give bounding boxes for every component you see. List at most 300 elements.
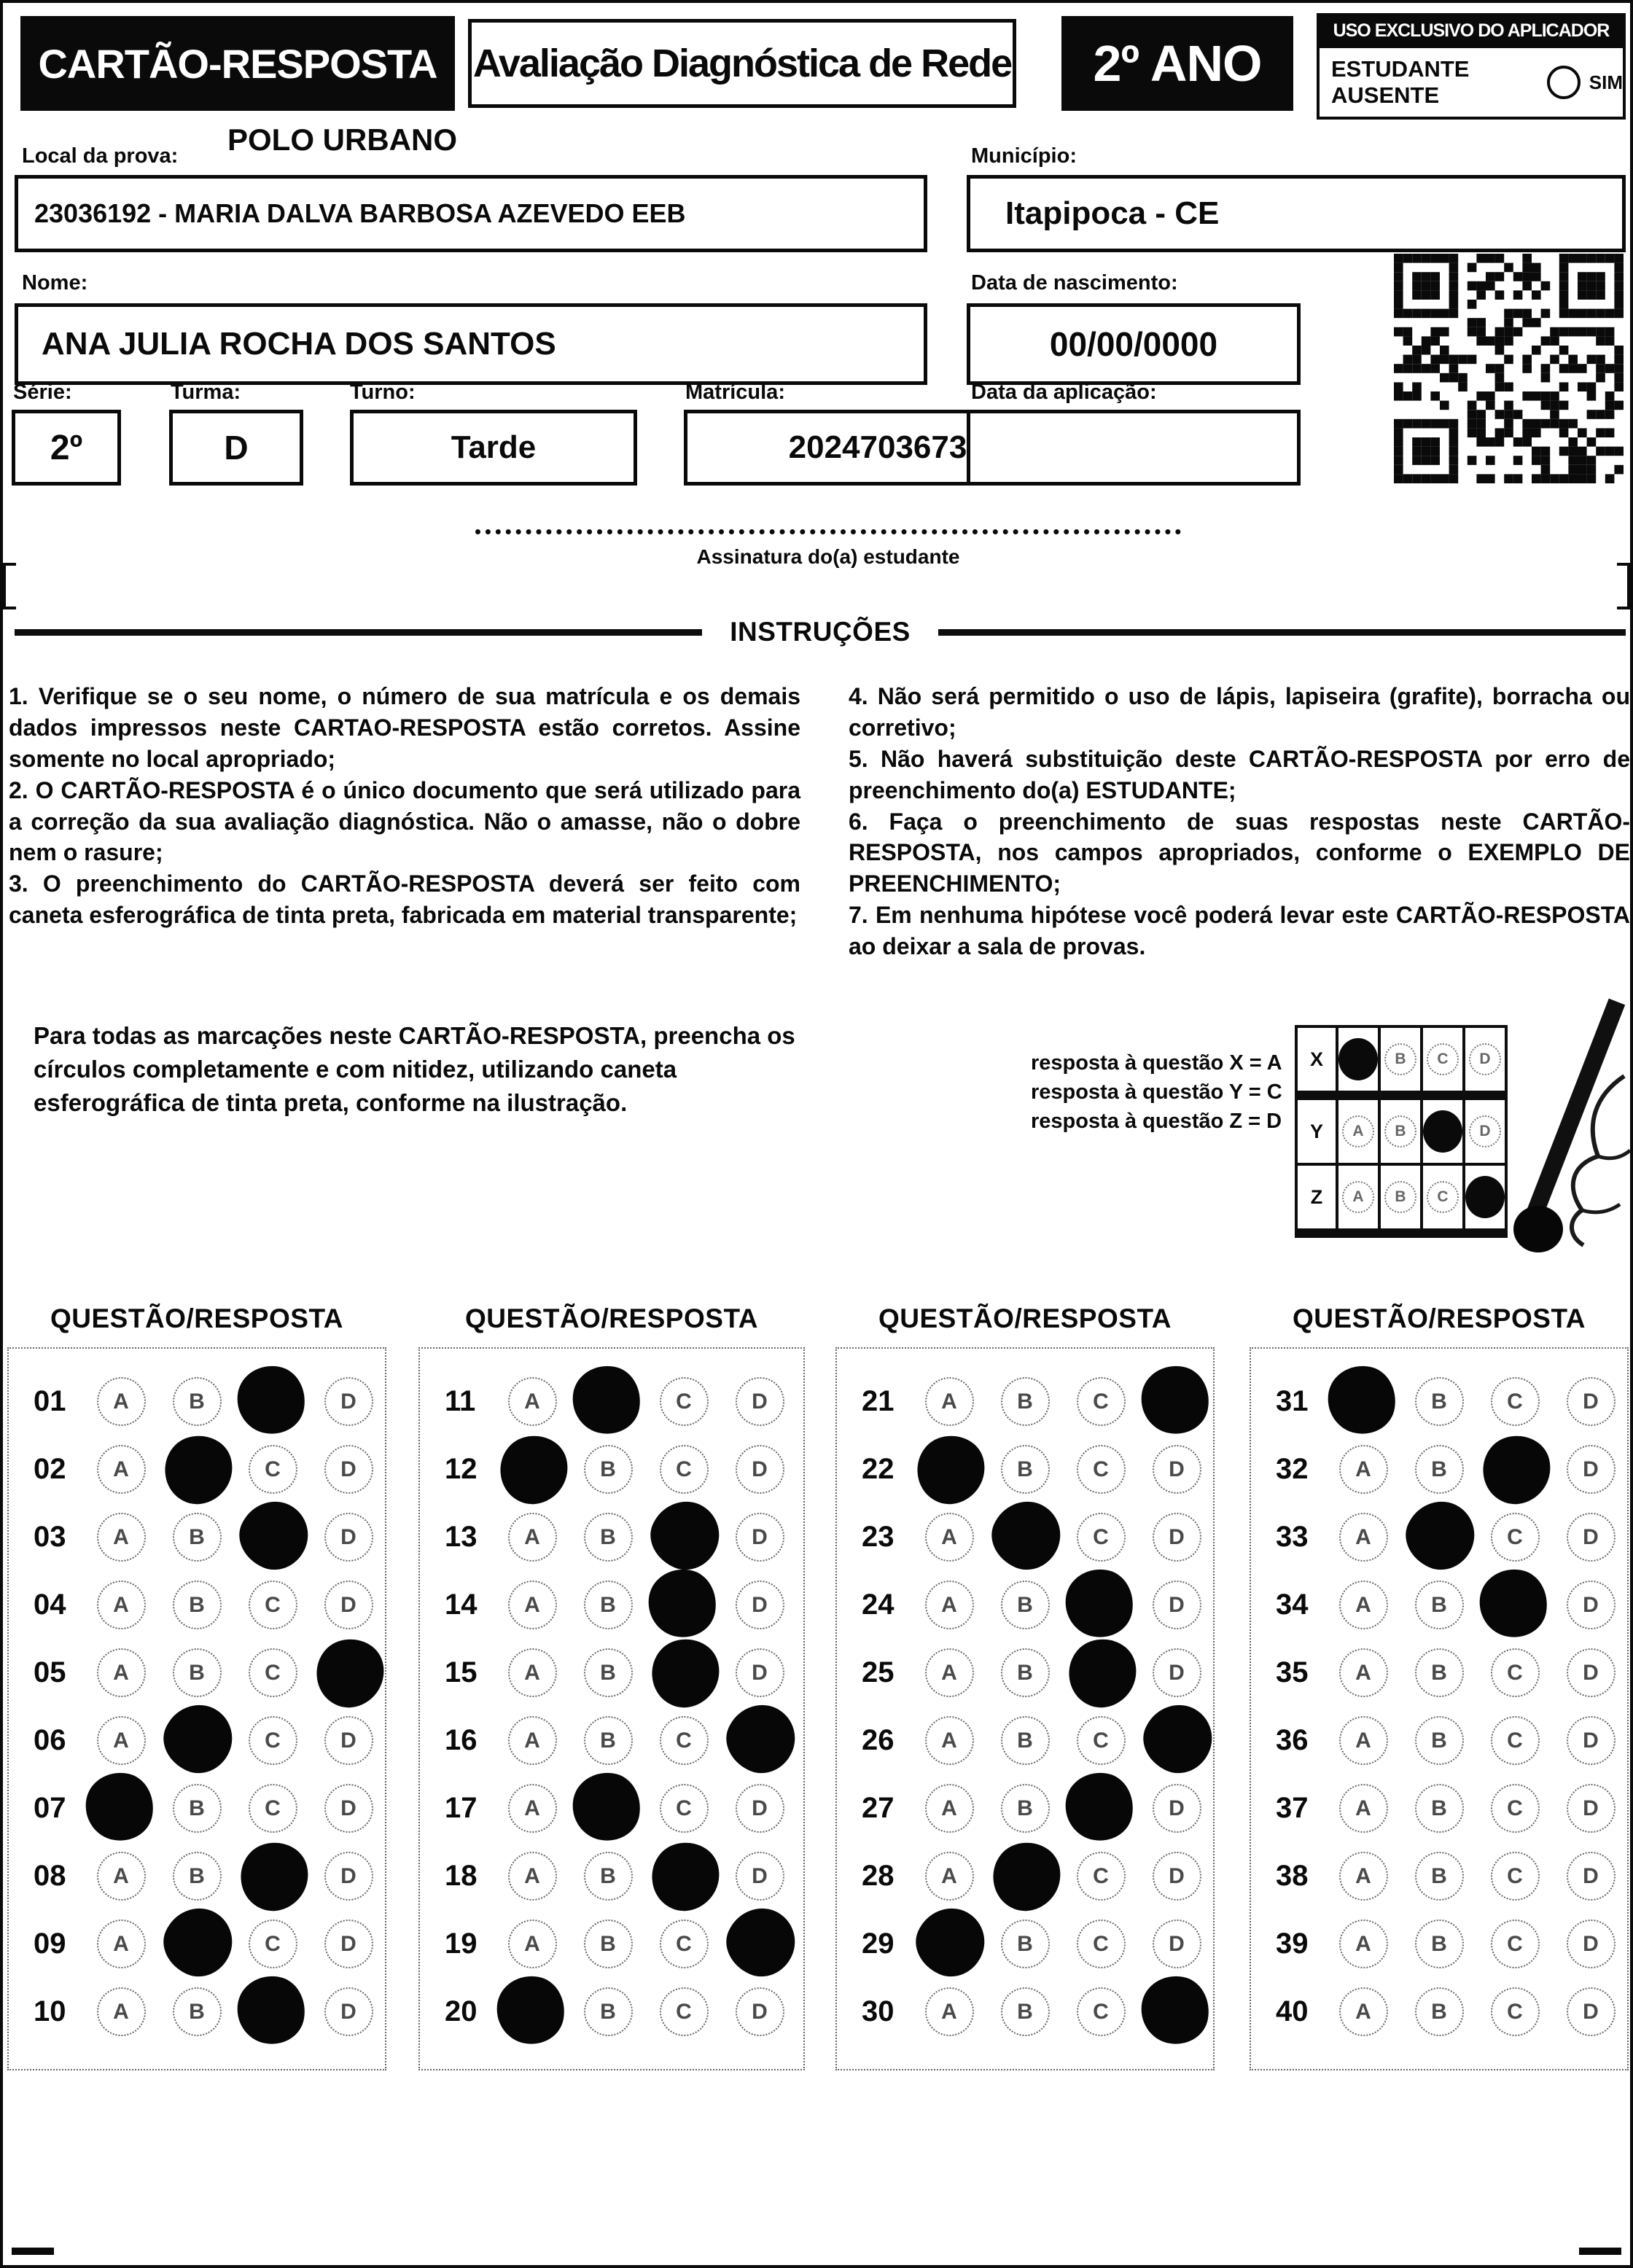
bubble-option-c[interactable]: C (1077, 1445, 1126, 1494)
matricula-label: Matrícula: (685, 381, 785, 404)
panel-title-4: QUESTÃO/RESPOSTA (1292, 1303, 1586, 1333)
turma-label: Turma: (171, 381, 241, 404)
bubble-option-a[interactable]: A (1339, 1581, 1388, 1629)
bubble-option-a[interactable]: A (97, 1648, 146, 1697)
bubble-option-c[interactable]: C (660, 1784, 709, 1833)
bubble-option-c[interactable]: C (660, 1377, 709, 1426)
question-number: 26 (862, 1724, 895, 1756)
bubble-option-d[interactable]: D (1153, 1648, 1201, 1697)
panel-title-3: QUESTÃO/RESPOSTA (878, 1303, 1172, 1333)
bubble-option-d[interactable] (309, 1632, 391, 1715)
bubble-option-d[interactable]: D (1153, 1513, 1201, 1562)
bubble-option-b[interactable]: B (1001, 1716, 1050, 1765)
example-cell (1336, 1100, 1378, 1163)
bubble-option-b[interactable]: B (173, 1513, 222, 1562)
bubble-option-c[interactable] (232, 1971, 311, 2049)
bubble-option-b[interactable]: B (584, 1581, 633, 1629)
bubble-option-b[interactable]: B (1415, 1920, 1464, 1968)
bubble-option-a[interactable]: A (97, 1377, 146, 1426)
bubble-option-a[interactable] (80, 1767, 159, 1846)
bubble-option-d[interactable]: D (324, 1852, 373, 1901)
example-row-label: Z (1310, 1185, 1323, 1208)
bubble-option-d[interactable]: D (324, 1581, 373, 1629)
municipio-label: Município: (971, 144, 1077, 168)
instruction-item: 5. Não haverá substituição deste CARTÃO-RESPOSTA por erro de preenchimento do(a) ESTUDANTE; (849, 745, 1630, 803)
bubble-option-c[interactable]: C (660, 1987, 709, 2036)
municipio-value: Itapipoca - CE (1005, 195, 1220, 231)
signature-label: Assinatura do(a) estudante (696, 545, 960, 568)
bubble-option-a[interactable]: A (97, 1987, 146, 2036)
example-bubble-b: B (1384, 1181, 1416, 1213)
aplicacao-box[interactable] (967, 410, 1301, 486)
bubble-option-c[interactable] (644, 1632, 727, 1715)
bubble-option-c[interactable]: C (1491, 1513, 1540, 1562)
turno-label: Turno: (350, 381, 416, 404)
question-number: 11 (445, 1385, 476, 1417)
bubble-option-b[interactable]: B (1001, 1581, 1050, 1629)
panel-title-1: QUESTÃO/RESPOSTA (50, 1303, 344, 1333)
bubble-option-b[interactable] (1395, 1490, 1485, 1580)
bubble-option-d[interactable]: D (736, 1648, 784, 1697)
bubble-option-c[interactable]: C (1077, 1377, 1126, 1426)
bubble-option-a[interactable]: A (97, 1581, 146, 1629)
hand-pen-illustration (1443, 989, 1633, 1266)
bubble-option-b[interactable]: B (584, 1648, 633, 1697)
bubble-option-c[interactable]: C (1491, 1920, 1540, 1968)
instructions-right-column (849, 681, 1630, 962)
bubble-option-b[interactable] (981, 1490, 1071, 1580)
bubble-option-c[interactable] (229, 1490, 319, 1580)
bubble-option-c[interactable]: C (1077, 1716, 1126, 1765)
bubble-option-c[interactable] (1476, 1429, 1558, 1511)
question-number: 21 (862, 1385, 895, 1417)
bubble-option-c[interactable] (232, 1360, 311, 1439)
turma-value: D (224, 429, 249, 467)
question-row (1255, 1978, 1627, 2046)
bubble-option-d[interactable]: D (324, 1784, 373, 1833)
bubble-option-a[interactable]: A (1339, 1716, 1388, 1765)
bubble-option-d[interactable]: D (736, 1377, 784, 1426)
bubble-option-b[interactable]: B (584, 1920, 633, 1968)
bubble-option-c[interactable]: C (1491, 1987, 1540, 2036)
question-row (841, 1978, 1213, 2046)
bubble-option-c[interactable] (644, 1836, 727, 1918)
corner-tick-right (1579, 2248, 1621, 2255)
example-cell (1336, 1166, 1378, 1228)
question-number: 08 (34, 1860, 66, 1892)
bubble-option-a[interactable]: A (925, 1716, 974, 1765)
question-row (1255, 1368, 1627, 1435)
bubble-option-b[interactable] (567, 1767, 646, 1846)
bubble-option-c[interactable]: C (660, 1445, 709, 1494)
bubble-option-d[interactable]: D (1567, 1648, 1616, 1697)
question-number: 33 (1276, 1521, 1309, 1553)
nome-box (15, 303, 927, 385)
bubble-option-d[interactable] (1133, 1694, 1223, 1783)
bubble-option-d[interactable]: D (1567, 1513, 1616, 1562)
bubble-option-d[interactable]: D (1567, 1716, 1616, 1765)
bubble-option-b[interactable]: B (173, 1648, 222, 1697)
bubble-option-a[interactable]: A (508, 1648, 557, 1697)
grade-label: 2º ANO (1093, 35, 1262, 92)
bubble-option-c[interactable] (1060, 1564, 1139, 1642)
bubble-option-d[interactable]: D (736, 1513, 784, 1562)
bubble-option-a[interactable]: A (1339, 1784, 1388, 1833)
question-row (424, 1910, 803, 1978)
bubble-option-c[interactable] (1474, 1564, 1553, 1642)
bubble-option-b[interactable] (153, 1694, 243, 1783)
bubble-option-a[interactable]: A (925, 1852, 974, 1901)
bubble-option-c[interactable]: C (660, 1716, 709, 1765)
question-row (13, 1639, 385, 1707)
instruction-item: 4. Não será permitido o uso de lápis, lapiseira (grafite), borracha ou corretivo; (849, 683, 1630, 741)
bubble-option-c[interactable]: C (660, 1920, 709, 1968)
bubble-option-c[interactable]: C (1491, 1648, 1540, 1697)
example-bubble-c: C (1427, 1181, 1459, 1213)
bubble-option-c[interactable]: C (1077, 1920, 1126, 1968)
bubble-option-a[interactable]: A (508, 1920, 557, 1968)
bubble-option-a[interactable]: A (1339, 1513, 1388, 1562)
bubble-option-d[interactable] (1136, 1360, 1215, 1439)
bubble-option-d[interactable]: D (1567, 1852, 1616, 1901)
question-number: 10 (34, 1995, 66, 2027)
bubble-option-c[interactable]: C (249, 1648, 297, 1697)
instruction-item: 1. Verifique se o seu nome, o número de sua matrícula e os demais dados impressos neste CARTAO-RESPOSTA estão corretos. Assine somente no local apropriado; (9, 683, 800, 772)
question-number: 20 (445, 1995, 478, 2027)
question-row (424, 1707, 803, 1774)
registration-mark-left (3, 563, 16, 609)
answer-panel-1 (7, 1347, 386, 2070)
bubble-option-d[interactable]: D (1153, 1445, 1201, 1494)
bubble-option-d[interactable]: D (324, 1445, 373, 1494)
serie-box (12, 410, 121, 486)
bubble-option-b[interactable]: B (173, 1581, 222, 1629)
bubble-option-d[interactable]: D (1567, 1445, 1616, 1494)
bubble-option-a[interactable] (910, 1429, 992, 1511)
absent-label: ESTUDANTE AUSENTE (1331, 56, 1470, 108)
bubble-option-a[interactable]: A (97, 1716, 146, 1765)
question-row (841, 1639, 1213, 1707)
bubble-option-d[interactable] (716, 1694, 806, 1783)
question-row (1255, 1842, 1627, 1910)
bubble-option-a[interactable]: A (1339, 1852, 1388, 1901)
aplicacao-label: Data da aplicação: (971, 381, 1157, 404)
example-bubble-a (1338, 1038, 1378, 1080)
bubble-option-d[interactable]: D (1153, 1852, 1201, 1901)
example-cell (1378, 1100, 1420, 1163)
bubble-option-c[interactable]: C (1491, 1377, 1540, 1426)
example-legend (1031, 1048, 1293, 1136)
bubble-option-b[interactable]: B (584, 1445, 633, 1494)
example-legend-line: resposta à questão X = A (1031, 1051, 1282, 1075)
instructions-left-column (9, 681, 800, 931)
question-row (13, 1571, 385, 1639)
bubble-option-b[interactable]: B (1415, 1852, 1464, 1901)
question-number: 32 (1276, 1453, 1309, 1485)
bubble-option-a[interactable]: A (1339, 1648, 1388, 1697)
bubble-option-c[interactable]: C (249, 1920, 297, 1968)
bubble-option-d[interactable]: D (736, 1784, 784, 1833)
question-row (1255, 1571, 1627, 1639)
exam-title-box (468, 19, 1016, 108)
question-row (424, 1571, 803, 1639)
bubble-option-b[interactable]: B (173, 1852, 222, 1901)
bubble-option-c[interactable] (1060, 1767, 1139, 1846)
bubble-option-d[interactable] (716, 1897, 806, 1987)
bubble-option-a[interactable]: A (97, 1920, 146, 1968)
aplicador-box (1317, 13, 1626, 120)
grade-banner (1061, 16, 1293, 111)
corner-tick-left (12, 2248, 54, 2255)
question-number: 05 (34, 1656, 66, 1688)
question-number: 31 (1276, 1385, 1309, 1417)
example-cell (1378, 1166, 1420, 1228)
bubble-option-a[interactable]: A (1339, 1920, 1388, 1968)
question-row (841, 1707, 1213, 1774)
bubble-option-a[interactable]: A (925, 1987, 974, 2036)
qr-code (1394, 254, 1624, 483)
bubble-option-a[interactable] (491, 1971, 570, 2049)
question-number: 30 (862, 1995, 895, 2027)
bubble-option-a[interactable] (905, 1897, 995, 1987)
bubble-option-a[interactable]: A (508, 1852, 557, 1901)
bubble-option-d[interactable]: D (736, 1987, 784, 2036)
bubble-option-a[interactable] (493, 1429, 575, 1511)
bubble-option-b[interactable]: B (1001, 1920, 1050, 1968)
bubble-option-a[interactable] (1322, 1360, 1401, 1439)
question-number: 27 (862, 1792, 895, 1824)
bubble-option-b[interactable] (986, 1836, 1068, 1918)
bubble-option-c[interactable]: C (1077, 1987, 1126, 2036)
answer-panel-3 (835, 1347, 1215, 2070)
bubble-option-d[interactable]: D (324, 1987, 373, 2036)
question-number: 29 (862, 1928, 895, 1960)
bubble-option-c[interactable]: C (249, 1716, 297, 1765)
question-number: 34 (1276, 1589, 1309, 1621)
bubble-option-a[interactable]: A (508, 1784, 557, 1833)
bubble-option-b[interactable]: B (173, 1987, 222, 2036)
bubble-option-b[interactable]: B (1001, 1784, 1050, 1833)
bubble-option-d[interactable]: D (1567, 1784, 1616, 1833)
bubble-option-c[interactable] (643, 1564, 722, 1642)
question-row (13, 1978, 385, 2046)
local-label: Local da prova: (22, 144, 179, 168)
bubble-option-d[interactable]: D (736, 1445, 784, 1494)
question-row (424, 1368, 803, 1435)
card-title: CARTÃO-RESPOSTA (38, 40, 437, 87)
bubble-option-d[interactable]: D (1567, 1987, 1616, 2036)
example-bubble-a: A (1342, 1181, 1374, 1213)
question-number: 17 (445, 1792, 478, 1824)
bubble-option-d[interactable]: D (1153, 1581, 1201, 1629)
bubble-option-a[interactable]: A (508, 1377, 557, 1426)
question-row (841, 1368, 1213, 1435)
school-box (15, 175, 927, 252)
question-number: 40 (1276, 1995, 1309, 2027)
question-number: 39 (1276, 1928, 1309, 1960)
example-bubble-d: D (1469, 1115, 1501, 1147)
bubble-option-a[interactable]: A (508, 1513, 557, 1562)
bubble-option-d[interactable]: D (324, 1716, 373, 1765)
question-row (13, 1707, 385, 1774)
bubble-option-c[interactable]: C (249, 1784, 297, 1833)
bubble-option-b[interactable]: B (1001, 1648, 1050, 1697)
question-row (841, 1910, 1213, 1978)
bubble-option-a[interactable]: A (925, 1648, 974, 1697)
school-value: 23036192 - MARIA DALVA BARBOSA AZEVEDO EEB (34, 198, 686, 228)
bubble-option-d[interactable] (1136, 1971, 1215, 2049)
bubble-option-a[interactable]: A (508, 1716, 557, 1765)
instruction-item: 6. Faça o preenchimento de suas respostas neste CARTÃO-RESPOSTA, nos campos apropriados, conforme o EXEMPLO DE PREENCHIMENTO; (849, 808, 1630, 897)
question-row (841, 1435, 1213, 1503)
question-row (424, 1774, 803, 1842)
bubble-option-c[interactable]: C (1491, 1716, 1540, 1765)
question-number: 35 (1276, 1656, 1309, 1688)
bubble-option-d[interactable]: D (324, 1920, 373, 1968)
question-number: 23 (862, 1521, 895, 1553)
example-row-label: Y (1309, 1120, 1323, 1142)
bubble-option-d[interactable]: D (736, 1852, 784, 1901)
bubble-option-b[interactable] (153, 1897, 243, 1987)
signature-line[interactable] (475, 529, 1181, 534)
question-row (13, 1842, 385, 1910)
bubble-option-b[interactable]: B (1415, 1987, 1464, 2036)
question-row (424, 1435, 803, 1503)
question-number: 04 (34, 1589, 66, 1621)
absent-bubble[interactable] (1547, 66, 1581, 99)
bubble-option-d[interactable]: D (1153, 1920, 1201, 1968)
question-row (424, 1503, 803, 1571)
bubble-option-b[interactable]: B (1001, 1445, 1050, 1494)
question-number: 22 (862, 1453, 895, 1485)
example-bubble-a: A (1342, 1115, 1374, 1147)
bubble-option-b[interactable]: B (1415, 1784, 1464, 1833)
bubble-option-a[interactable]: A (1339, 1445, 1388, 1494)
bubble-option-c[interactable] (233, 1836, 316, 1918)
bubble-option-c[interactable]: C (249, 1581, 297, 1629)
question-row (424, 1978, 803, 2046)
bubble-option-a[interactable]: A (925, 1581, 974, 1629)
question-number: 37 (1276, 1792, 1309, 1824)
bubble-option-d[interactable]: D (1567, 1581, 1616, 1629)
example-row-label: X (1309, 1048, 1323, 1070)
question-row (1255, 1639, 1627, 1707)
question-row (424, 1639, 803, 1707)
bubble-option-d[interactable]: D (324, 1513, 373, 1562)
nascimento-label: Data de nascimento: (971, 271, 1178, 295)
local-value: POLO URBANO (227, 122, 457, 157)
bubble-option-b[interactable]: B (173, 1377, 222, 1426)
bubble-option-d[interactable]: D (1153, 1784, 1201, 1833)
bubble-option-a[interactable]: A (925, 1377, 974, 1426)
question-number: 38 (1276, 1860, 1309, 1892)
bubble-option-a[interactable]: A (97, 1445, 146, 1494)
bubble-option-c[interactable]: C (1491, 1784, 1540, 1833)
bubble-option-b[interactable]: B (584, 1852, 633, 1901)
example-legend-line: resposta à questão Y = C (1031, 1080, 1282, 1104)
nascimento-box (967, 303, 1301, 385)
bubble-option-b[interactable] (567, 1360, 646, 1439)
question-row (13, 1774, 385, 1842)
bubble-option-a[interactable]: A (97, 1513, 146, 1562)
bubble-option-d[interactable]: D (1567, 1920, 1616, 1968)
example-paragraph: Para todas as marcações neste CARTÃO-RESPOSTA, preencha os círculos completamente e com nitidez, utilizando caneta esferográfica de tinta preta, conforme na ilustração. (34, 1022, 795, 1117)
answer-panel-2 (418, 1347, 805, 2070)
bubble-option-b[interactable]: B (584, 1716, 633, 1765)
question-number: 28 (862, 1860, 895, 1892)
absent-yes-label: SIM (1589, 71, 1623, 93)
bubble-option-a[interactable]: A (1339, 1987, 1388, 2036)
bubble-option-a[interactable]: A (925, 1513, 974, 1562)
question-row (1255, 1707, 1627, 1774)
registration-mark-right (1617, 563, 1630, 609)
bubble-option-a[interactable]: A (508, 1581, 557, 1629)
bubble-option-a[interactable]: A (97, 1852, 146, 1901)
bubble-option-c[interactable] (640, 1490, 730, 1580)
example-bubble-b: B (1384, 1043, 1416, 1075)
instruction-item: 7. Em nenhuma hipótese você poderá levar este CARTÃO-RESPOSTA ao deixar a sala de provas. (849, 902, 1630, 959)
example-cell (1336, 1028, 1378, 1091)
question-number: 24 (862, 1589, 895, 1621)
question-number: 16 (445, 1724, 478, 1756)
question-number: 18 (445, 1860, 478, 1892)
bubble-option-b[interactable]: B (1415, 1716, 1464, 1765)
bubble-option-b[interactable]: B (1415, 1377, 1464, 1426)
question-row (424, 1842, 803, 1910)
bubble-option-c[interactable] (1061, 1632, 1144, 1715)
turno-value: Tarde (451, 429, 537, 465)
bubble-option-b[interactable]: B (1001, 1377, 1050, 1426)
bubble-option-c[interactable]: C (1077, 1852, 1126, 1901)
question-row (13, 1368, 385, 1435)
bubble-option-b[interactable]: B (584, 1513, 633, 1562)
bubble-option-b[interactable]: B (1415, 1648, 1464, 1697)
question-number: 02 (34, 1453, 66, 1485)
example-cell (1378, 1028, 1420, 1091)
question-row (841, 1842, 1213, 1910)
rule-right (938, 629, 1626, 636)
example-bubble-b: B (1384, 1115, 1416, 1147)
bubble-option-c[interactable]: C (1077, 1513, 1126, 1562)
bubble-option-b[interactable]: B (1415, 1445, 1464, 1494)
question-number: 01 (34, 1385, 66, 1417)
aplicador-bar-label: USO EXCLUSIVO DO APLICADOR (1333, 20, 1610, 41)
bubble-option-d[interactable]: D (324, 1377, 373, 1426)
instruction-item: 2. O CARTÃO-RESPOSTA é o único documento que será utilizado para a correção da sua avaliação diagnóstica. Não o amasse, não o dobre nem o rasure; (9, 776, 800, 866)
bubble-option-c[interactable]: C (1491, 1852, 1540, 1901)
aplicador-bar (1317, 13, 1626, 48)
bubble-option-b[interactable] (157, 1429, 240, 1511)
bubble-option-b[interactable]: B (1001, 1987, 1050, 2036)
question-number: 03 (34, 1521, 66, 1553)
serie-value: 2º (50, 428, 83, 467)
panel-title-2: QUESTÃO/RESPOSTA (464, 1303, 759, 1333)
bubble-option-b[interactable]: B (584, 1987, 633, 2036)
example-bubble-c: C (1427, 1043, 1459, 1075)
question-row (1255, 1774, 1627, 1842)
bubble-option-d[interactable]: D (1567, 1377, 1616, 1426)
instruction-item: 3. O preenchimento do CARTÃO-RESPOSTA deverá ser feito com caneta esferográfica de tinta preta, fabricada em material transparente; (9, 870, 800, 929)
bubble-option-c[interactable]: C (249, 1445, 297, 1494)
bubble-option-a[interactable]: A (925, 1784, 974, 1833)
question-row (841, 1503, 1213, 1571)
instructions-title: INSTRUÇÕES (730, 617, 911, 647)
bubble-option-d[interactable]: D (736, 1581, 784, 1629)
bubble-option-b[interactable]: B (1415, 1581, 1464, 1629)
question-row (13, 1503, 385, 1571)
bubble-option-b[interactable]: B (173, 1784, 222, 1833)
question-number: 06 (34, 1724, 66, 1756)
